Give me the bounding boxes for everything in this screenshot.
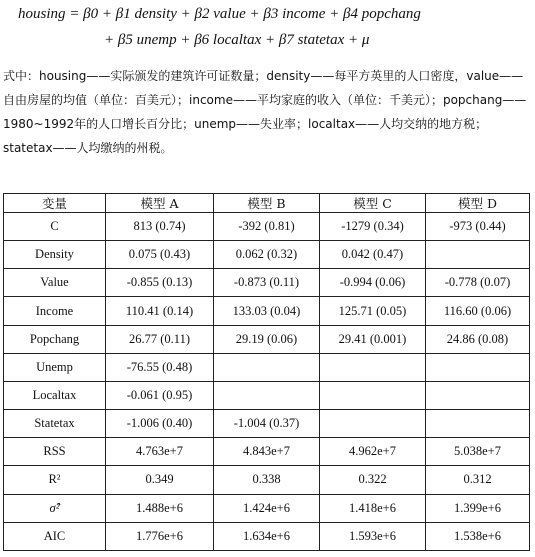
table-row xyxy=(4,353,530,381)
table-cell xyxy=(426,353,530,381)
row-label: Popchang xyxy=(4,325,106,353)
table-cell xyxy=(426,241,530,269)
table-cell: 4.843e+7 xyxy=(214,438,320,466)
equation-line-1: housing = β0 + β1 density + β2 value + β3 income + β4 popchang xyxy=(18,6,421,22)
table-cell: 0.349 xyxy=(106,466,214,494)
table-header xyxy=(4,194,530,213)
table-row xyxy=(4,213,530,241)
table-cell: 110.41 (0.14) xyxy=(106,297,214,325)
header-variable: 变量 xyxy=(4,194,106,213)
table-body xyxy=(4,213,530,551)
table-cell: 1.538e+6 xyxy=(426,522,530,550)
table-cell: 4.962e+7 xyxy=(320,438,426,466)
table-cell: 0.075 (0.43) xyxy=(106,241,214,269)
table-cell: 133.03 (0.04) xyxy=(214,297,320,325)
table-cell: 813 (0.74) xyxy=(106,213,214,241)
table-cell: -973 (0.44) xyxy=(426,213,530,241)
row-label: R² xyxy=(4,466,106,494)
row-label: Value xyxy=(4,269,106,297)
table-cell: 4.763e+7 xyxy=(106,438,214,466)
header-model-c: 模型 C xyxy=(320,194,426,213)
equation-line-2: + β5 unemp + β6 localtax + β7 statetax + μ xyxy=(104,32,370,48)
row-label: RSS xyxy=(4,438,106,466)
table-cell: -1.006 (0.40) xyxy=(106,410,214,438)
row-label: Unemp xyxy=(4,353,106,381)
table-row xyxy=(4,381,530,409)
table-row xyxy=(4,438,530,466)
table-row xyxy=(4,297,530,325)
table-row xyxy=(4,522,530,550)
table-row xyxy=(4,269,530,297)
table-cell: -0.994 (0.06) xyxy=(320,269,426,297)
header-model-b: 模型 B xyxy=(214,194,320,213)
table-cell: -1.004 (0.37) xyxy=(214,410,320,438)
table-cell: 0.062 (0.32) xyxy=(214,241,320,269)
table-cell: -1279 (0.34) xyxy=(320,213,426,241)
table-cell: -0.873 (0.11) xyxy=(214,269,320,297)
table-cell: 125.71 (0.05) xyxy=(320,297,426,325)
table-cell: 1.399e+6 xyxy=(426,494,530,522)
table-cell: 1.634e+6 xyxy=(214,522,320,550)
row-label: Density xyxy=(4,241,106,269)
table-cell xyxy=(426,410,530,438)
table-cell: 1.424e+6 xyxy=(214,494,320,522)
table-cell xyxy=(320,353,426,381)
row-label: Localtax xyxy=(4,381,106,409)
table-cell: -0.855 (0.13) xyxy=(106,269,214,297)
row-label: AIC xyxy=(4,522,106,550)
header-model-d: 模型 D xyxy=(426,194,530,213)
table-cell: 29.19 (0.06) xyxy=(214,325,320,353)
row-label: σ̂² xyxy=(4,494,106,522)
table-cell xyxy=(320,410,426,438)
table-cell: 0.322 xyxy=(320,466,426,494)
table-cell: 116.60 (0.06) xyxy=(426,297,530,325)
table-cell: 24.86 (0.08) xyxy=(426,325,530,353)
table-cell: 1.488e+6 xyxy=(106,494,214,522)
table-cell: 0.042 (0.47) xyxy=(320,241,426,269)
table-cell xyxy=(320,381,426,409)
table-cell: 29.41 (0.001) xyxy=(320,325,426,353)
table-cell: 0.312 xyxy=(426,466,530,494)
header-model-a: 模型 A xyxy=(106,194,214,213)
table-cell: 0.338 xyxy=(214,466,320,494)
table-cell: 1.593e+6 xyxy=(320,522,426,550)
table-cell: -0.778 (0.07) xyxy=(426,269,530,297)
table-row xyxy=(4,494,530,522)
variable-description: 式中：housing——实际颁发的建筑许可证数量；density——每平方英里的人口密度，value——自由房屋的均值（单位：百美元）；income——平均家庭的收入（单位：千美元）；popchang——1980~1992年的人口增长百分比；unemp——失业率；localtax——人均交纳的地方税；statetax——人均缴纳的州税。 xyxy=(3,69,527,155)
table-cell: 26.77 (0.11) xyxy=(106,325,214,353)
row-label: Income xyxy=(4,297,106,325)
regression-results-table xyxy=(3,193,530,551)
table-cell: -0.061 (0.95) xyxy=(106,381,214,409)
table-row xyxy=(4,410,530,438)
table-row xyxy=(4,466,530,494)
table-cell: 5.038e+7 xyxy=(426,438,530,466)
table-cell xyxy=(426,381,530,409)
table-row xyxy=(4,325,530,353)
row-label: Statetax xyxy=(4,410,106,438)
table-row xyxy=(4,241,530,269)
table-cell: -76.55 (0.48) xyxy=(106,353,214,381)
row-label: C xyxy=(4,213,106,241)
table-cell: 1.776e+6 xyxy=(106,522,214,550)
header-row xyxy=(4,194,530,213)
table-cell xyxy=(214,353,320,381)
table-cell: 1.418e+6 xyxy=(320,494,426,522)
table-cell: -392 (0.81) xyxy=(214,213,320,241)
table-cell xyxy=(214,381,320,409)
